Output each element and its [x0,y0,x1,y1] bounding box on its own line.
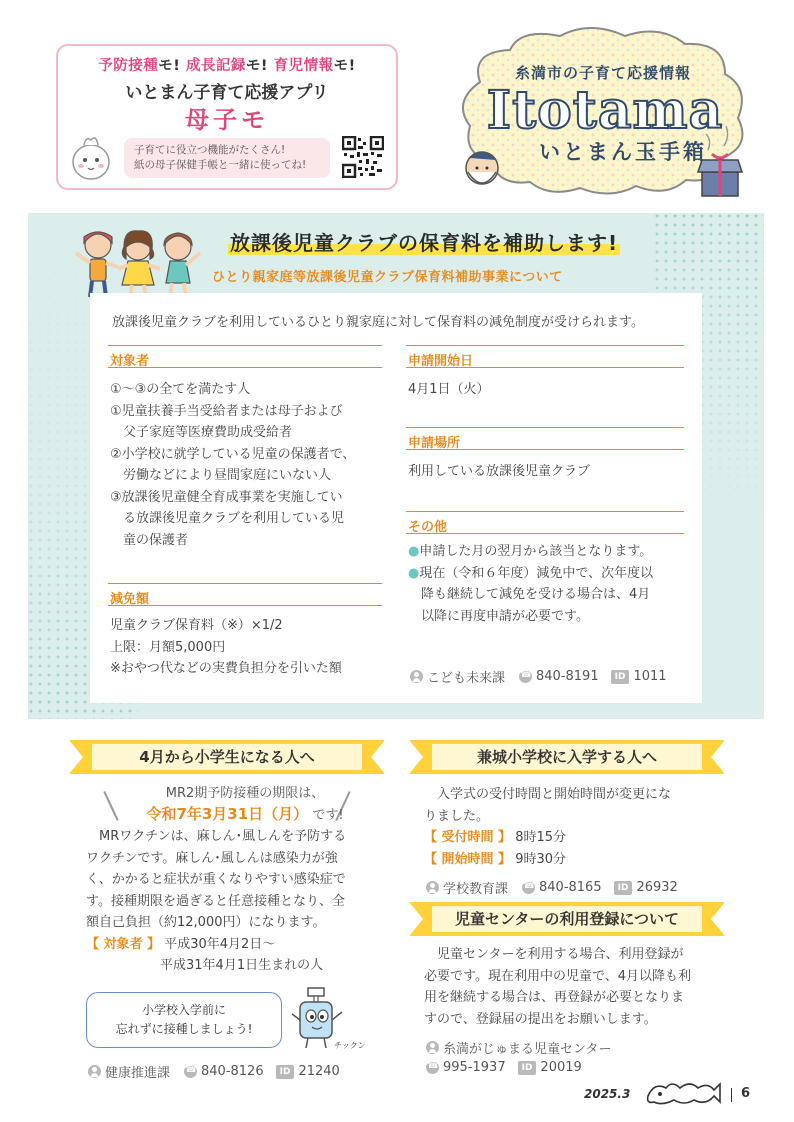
contact-info [426,1060,582,1075]
other-text [408,541,688,627]
app-speech-bubble [124,138,330,178]
target-line: 父子家庭等医療費助成受給者 [110,425,293,440]
article-line: 【 対象者 】 平成30年4月2日〜 [86,936,276,952]
start-date-value: 4月1日（火） [408,382,490,397]
id-search-icon: ID [611,670,630,684]
target-heading: 対象者 [108,345,382,373]
target-line: ①〜③の全てを満たす人 [110,382,251,397]
contact-id: 21240 [298,1064,340,1079]
tag-suffix: モ! [158,58,181,74]
logo-wordmark: Itotama [486,80,724,141]
bubble-line: 子育てに役立つ機能がたくさん! [134,144,286,156]
contact-phone[interactable]: 840-8191 [536,669,599,684]
footer-divider [731,1088,732,1102]
notice-line: 令和7年3月31日（月） です! [146,805,344,823]
mr-article-title: 4月から小学生になる人へ [92,744,362,770]
notice-line: MR2期予防接種の期限は、 [165,786,325,801]
target-line: ②小学校に就学している児童の保護者で、 [110,446,356,462]
article-line: ワクチンです。麻しん･風しんは感染力が強 [86,850,338,866]
target-line: ③放課後児童健全育成事業を実施してい [110,489,343,505]
other-line: ●申請した月の翌月から該当となります。 [408,544,653,559]
tag-parenting: 育児情報 [273,58,334,74]
person-icon [426,1041,439,1054]
id-search-icon: ID [276,1065,295,1079]
school-article-body [424,784,724,870]
place-value: 利用している放課後児童クラブ [408,464,591,479]
section-title-text: 放課後児童クラブの保育料を補助します! [230,231,619,255]
contact-info [88,1062,340,1081]
target-line: ①児童扶養手当受給者または母子および [110,403,343,419]
contact-id: 1011 [633,669,667,684]
id-search-icon: ID [614,881,633,895]
logo-caption: 糸満市の子育て応援情報 [514,64,691,82]
other-line: ●現在（令和６年度）減免中で、次年度以 [408,565,654,581]
info-box [90,293,702,703]
mascot-name: チックン [334,1041,366,1050]
article-line: 用を継続する場合は、再登録が必要となりま [424,990,685,1005]
mr-article-body [86,826,386,977]
intro-text: 放課後児童クラブを利用しているひとり親家庭に対して保育料の減免制度が受けられます。 [112,315,644,330]
center-article-ribbon [410,902,724,936]
article-line: すので、登録届の提出をお願いします。 [424,1011,657,1027]
center-article-title: 児童センターの利用登録について [432,906,702,932]
contact-id: 20019 [540,1060,582,1075]
phone-icon [426,1061,439,1074]
app-banner [56,44,398,190]
person-icon [426,881,439,894]
issue-date: 2025.3 [584,1087,631,1101]
phone-icon [184,1065,197,1078]
start-date-heading: 申請開始日 [406,345,684,373]
place-heading: 申請場所 [406,427,684,455]
contact-phone[interactable]: 995-1937 [443,1060,506,1075]
article-line: MRワクチンは、麻しん･風しんを予防する [86,829,347,844]
start-label: 【 開始時間 】 [424,851,512,867]
mr-article-ribbon [70,740,384,774]
section-title [228,227,620,256]
target-label: 【 対象者 】 [86,936,161,952]
section-subtitle: ひとり親家庭等放課後児童クラブ保育料補助事業について [212,270,563,285]
article-line: 【 受付時間 】 8時15分 [424,830,567,845]
article-line: りました。 [424,808,490,824]
app-name: 母子モ [185,106,269,134]
tag-suffix: モ! [245,58,269,74]
divider [406,449,684,450]
divider [108,367,382,368]
speech-line: 忘れずに接種しましょう! [115,1022,253,1036]
tag-growth: 成長記録 [185,58,246,74]
reduction-text [110,615,382,680]
children-illustration [68,223,208,303]
contact-phone[interactable]: 840-8126 [201,1064,264,1079]
contact-phone[interactable]: 840-8165 [539,880,602,895]
target-line: 童の保護者 [110,532,189,548]
reduction-line: 上限：月額5,000円 [110,639,226,655]
contact-info [410,667,667,686]
article-line: す。接種期限を過ぎると任意接種となり、全 [86,893,345,909]
tag-suffix: モ! [333,58,356,74]
contact-info [426,878,678,897]
divider [406,367,684,368]
center-article-body [424,944,724,1030]
contact-dept: 健康推進課 [105,1066,171,1081]
id-search-icon: ID [518,1061,537,1075]
school-article-ribbon [410,740,724,774]
contact-dept: こども未来課 [427,671,506,686]
article-line: 児童センターを利用する場合、利用登録が [424,947,684,962]
after-school-club-section [28,213,764,719]
article-line: 額自己負担（約12,000円）になります。 [86,915,326,930]
tag-vaccination: 予防接種 [98,58,159,74]
target-text [110,379,382,551]
contact-dept: 糸満がじゅまる児童センター [443,1042,612,1057]
app-subtitle: いとまん子育て応援アプリ [125,83,329,103]
other-heading: その他 [406,511,684,539]
deadline-date: 令和7年3月31日（月） [146,805,309,823]
phone-icon [519,670,532,683]
divider [108,605,382,606]
article-line: 入学式の受付時間と開始時間が変更にな [424,787,672,802]
article-line: く、かかると症状が重くなりやすい感染症で [86,872,346,887]
itotama-logo [440,22,760,208]
mr-notice [130,784,360,826]
qr-code-icon[interactable] [342,136,384,178]
reduction-line: ※おやつ代などの実費負担分を引いた額 [110,661,342,676]
contact-dept: 学校教育課 [443,882,509,897]
person-icon [410,670,423,683]
article-line: 必要です。現在利用中の児童で、4月以降も利 [424,968,691,984]
contact-info [426,1038,611,1057]
app-tagline [58,54,396,75]
magazine-logo-icon [644,1078,724,1108]
bullet-icon: ● [408,544,420,559]
reception-label: 【 受付時間 】 [424,830,512,845]
phone-icon [522,881,535,894]
reduction-line: 児童クラブ保育料（※）×1/2 [110,618,283,633]
person-icon [88,1065,101,1078]
other-line: 降も継続して減免を受ける場合は、4月 [421,587,651,602]
logo-subtitle: いとまん玉手箱 [539,140,707,164]
divider [406,533,684,534]
target-line: る放課後児童クラブを利用している児 [110,511,345,526]
target-line: 労働などにより昼間家庭にいない人 [110,468,332,483]
article-line: 【 開始時間 】 9時30分 [424,851,567,867]
reminder-speech-bubble [86,992,282,1048]
bullet-icon: ● [408,565,420,581]
speech-line: 小学校入学前に [141,1003,226,1017]
contact-id: 26932 [636,880,678,895]
slash-decoration [103,791,118,821]
school-article-title: 兼城小学校に入学する人へ [432,744,702,770]
reduction-heading: 減免額 [108,583,382,611]
page-number: 6 [741,1086,751,1101]
other-line: 以降に再度申請が必要です。 [421,608,589,624]
article-line: 平成31年4月1日生まれの人 [160,958,324,973]
mascot-icon [66,132,116,184]
bubble-line: 紙の母子保健手帳と一緒に使ってね! [134,159,307,171]
